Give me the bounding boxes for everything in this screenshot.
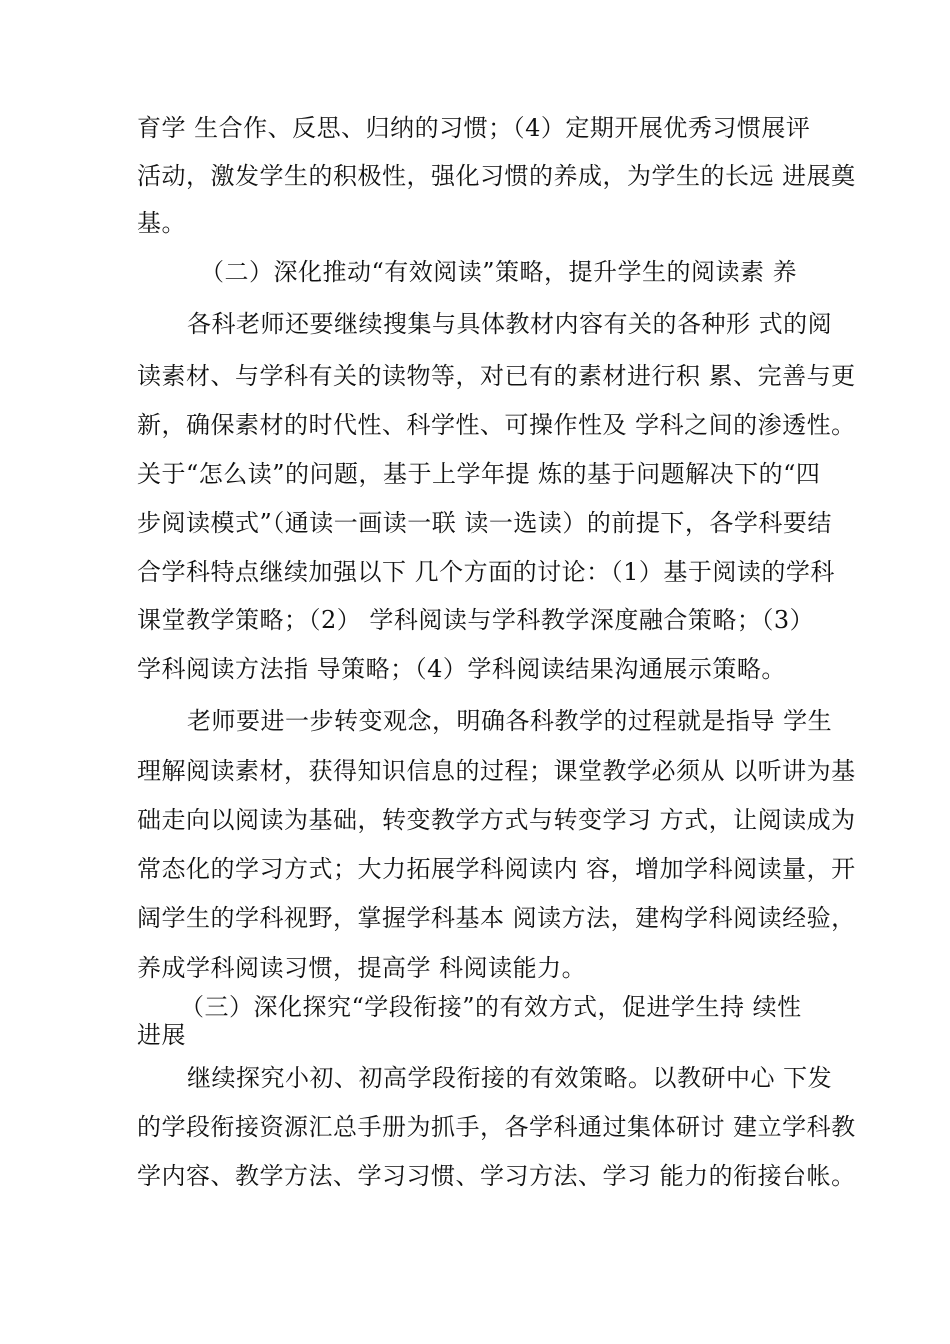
text-line: 步阅读模式”（通读一画读一联 读一选读）的前提下，各学科要结 bbox=[137, 509, 832, 537]
text-line: 各科老师还要继续搜集与具体教材内容有关的各种形 式的阅 bbox=[187, 310, 833, 338]
text-line: 合学科特点继续加强以下 几个方面的讨论：（1）基于阅读的学科 bbox=[137, 558, 835, 586]
text-line: 学科阅读方法指 导策略；（4）学科阅读结果沟通展示策略。 bbox=[137, 655, 786, 683]
text-line: 老师要进一步转变观念，明确各科教学的过程就是指导 学生 bbox=[187, 707, 833, 735]
text-line: 新，确保素材的时代性、科学性、可操作性及 学科之间的渗透性。 bbox=[137, 411, 856, 439]
text-line: 基。 bbox=[137, 209, 186, 237]
text-line: 阔学生的学科视野，掌握学科基本 阅读方法，建构学科阅读经验， bbox=[137, 904, 856, 932]
text-line: 关于“怎么读”的问题，基于上学年提 炼的基于问题解决下的“四 bbox=[137, 460, 821, 488]
section-heading: （二）深化推动“有效阅读”策略，提升学生的阅读素 养 bbox=[200, 258, 798, 286]
text-line: 活动，激发学生的积极性，强化习惯的养成，为学生的长远 进展奠 bbox=[137, 162, 856, 190]
text-line: 课堂教学策略；（2） 学科阅读与学科教学深度融合策略；（3） bbox=[137, 606, 815, 634]
section-heading: （三）深化探究“学段衔接”的有效方式，促进学生持 续性 bbox=[180, 993, 802, 1021]
text-line: 常态化的学习方式；大力拓展学科阅读内 容，增加学科阅读量，开 bbox=[137, 855, 856, 883]
text-line: 础走向以阅读为基础，转变教学方式与转变学习 方式，让阅读成为 bbox=[137, 806, 856, 834]
text-line: 学内容、教学方法、学习习惯、学习方法、学习 能力的衔接台帐。 bbox=[137, 1162, 856, 1190]
text-line: 读素材、与学科有关的读物等，对已有的素材进行积 累、完善与更 bbox=[137, 362, 856, 390]
text-line: 的学段衔接资源汇总手册为抓手，各学科通过集体研讨 建立学科教 bbox=[137, 1113, 856, 1141]
text-line: 理解阅读素材，获得知识信息的过程；课堂教学必须从 以听讲为基 bbox=[137, 757, 856, 785]
text-line: 养成学科阅读习惯，提高学 科阅读能力。 bbox=[137, 954, 587, 982]
text-line: 继续探究小初、初高学段衔接的有效策略。以教研中心 下发 bbox=[187, 1064, 833, 1092]
section-heading-continuation: 进展 bbox=[137, 1021, 186, 1049]
text-line: 育学 生合作、反思、归纳的习惯；（4）定期开展优秀习惯展评 bbox=[137, 114, 811, 142]
